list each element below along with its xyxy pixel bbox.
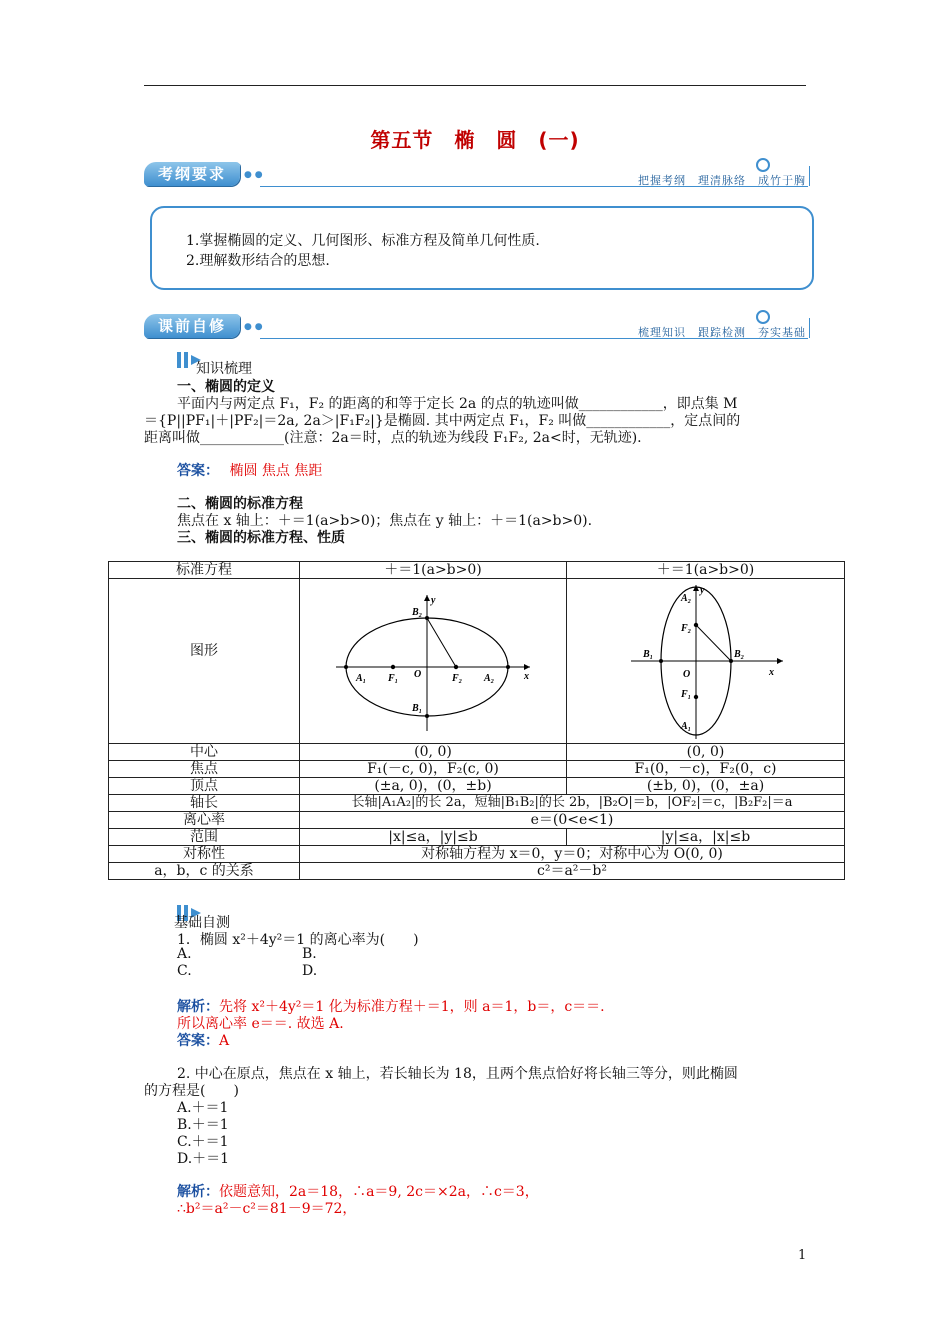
table-cell: ＋＝1(a>b>0): [300, 562, 567, 579]
table-cell: (±b, 0)，(0，±a): [567, 778, 845, 795]
figure-cell: [567, 579, 845, 744]
table-row: [109, 846, 845, 863]
table-row: [109, 579, 845, 744]
page-number: 1: [798, 1248, 807, 1263]
solution-text: 依题意知，2a＝18，∴a＝9, 2c＝×2a，∴c＝3，: [219, 1184, 539, 1200]
table-cell: 顶点: [109, 778, 300, 795]
label-f1: F₁: [388, 673, 399, 684]
dots-icon: ● ●: [244, 322, 263, 332]
label-b1: B₁: [412, 703, 423, 714]
question-text: 1．椭圆 x²＋4y²＝1 的离心率为( ): [177, 932, 419, 948]
answer-line: [177, 1030, 229, 1050]
option: B.: [302, 946, 317, 962]
answer-text: A: [219, 1033, 230, 1049]
table-row: [109, 829, 845, 846]
paragraph-line: ＝{P||PF₁|＋|PF₂|＝2a, 2a＞|F₁F₂|}是椭圆. 其中两定点 F₁，F₂ 叫做____________，定点间的: [144, 413, 741, 429]
answer-text: 椭圆 焦点 焦距: [229, 463, 323, 479]
paragraph-line: 焦点在 x 轴上：＋＝1(a>b>0)；焦点在 y 轴上：＋＝1(a>b>0).: [177, 513, 593, 529]
table-cell: 焦点: [109, 761, 300, 778]
banner-preview: [144, 312, 812, 342]
banner-tab: 考纲要求: [144, 162, 240, 186]
table-row: [109, 778, 845, 795]
question-text: 的方程是( ): [144, 1083, 239, 1099]
table-row: [109, 795, 845, 812]
table-cell: |x|≤a，|y|≤b: [300, 829, 567, 846]
table-row: [109, 761, 845, 778]
banner-tab: 课前自修: [144, 314, 240, 338]
label-a2: A₂: [484, 673, 495, 684]
table-cell: F₁(0，－c)，F₂(0，c): [567, 761, 845, 778]
page-title: 第五节 椭 圆 (一): [370, 128, 580, 152]
table-cell: 范围: [109, 829, 300, 846]
label-f1: F₁: [680, 689, 691, 700]
question-text: 2. 中心在原点，焦点在 x 轴上，若长轴长为 18，且两个焦点恰好将长轴三等分，则此椭圆: [177, 1066, 738, 1082]
dots-icon: ● ●: [244, 170, 263, 180]
table-cell: (±a, 0)，(0，±b): [300, 778, 567, 795]
table-cell: (0, 0): [567, 744, 845, 761]
option: A.: [177, 946, 192, 962]
option: D.: [302, 963, 318, 979]
label-a1: A₁: [680, 721, 691, 732]
table-cell: 轴长: [109, 795, 300, 812]
requirement-item: 1.掌握椭圆的定义、几何图形、标准方程及简单几何性质.: [186, 233, 540, 249]
table-cell: 离心率: [109, 812, 300, 829]
table-row: [109, 812, 845, 829]
table-cell: (0, 0): [300, 744, 567, 761]
section-heading: 知识梳理: [196, 361, 252, 377]
solution-text: 所以离心率 e＝＝. 故选 A.: [177, 1016, 344, 1032]
table-cell: 中心: [109, 744, 300, 761]
paragraph-line: 距离叫做____________(注意：2a＝时，点的轨迹为线段 F₁F₂, 2a<时，无轨迹).: [144, 430, 642, 446]
table-cell: e＝(0<e<1): [300, 812, 845, 829]
label-x: x: [524, 671, 529, 682]
ellipse-horizontal-figure: [302, 581, 564, 741]
solution-label: 解析：: [177, 999, 219, 1015]
table-row: [109, 562, 845, 579]
table-cell: 图形: [109, 579, 300, 744]
label-f2: F₂: [680, 623, 691, 634]
label-b2: B₂: [412, 607, 423, 618]
table-row: [109, 744, 845, 761]
table-cell: c²＝a²－b²: [300, 863, 845, 880]
figure-cell: [300, 579, 567, 744]
subsection-title: 三、椭圆的标准方程、性质: [177, 530, 345, 546]
table-cell: a，b，c 的关系: [109, 863, 300, 880]
ellipse-vertical-figure: [571, 581, 841, 741]
table-cell: F₁(－c, 0)，F₂(c, 0): [300, 761, 567, 778]
answer-label: 答案：: [177, 463, 219, 479]
banner-subtitle: 梳理知识 跟踪检测 夯实基础: [638, 326, 806, 339]
banner-subtitle: 把握考纲 理清脉络 成竹于胸: [638, 174, 806, 187]
table-cell: 长轴|A₁A₂|的长 2a，短轴|B₁B₂|的长 2b，|B₂O|＝b，|OF₂|＝c，|B₂F₂|＝a: [300, 795, 845, 812]
answer-label: 答案：: [177, 1033, 219, 1049]
table-row: [109, 863, 845, 880]
circle-icon: [756, 310, 770, 324]
option: C.: [177, 963, 192, 979]
label-o: O: [414, 669, 422, 680]
label-y: y: [431, 595, 436, 606]
label-f2: F₂: [452, 673, 463, 684]
paragraph-line: 平面内与两定点 F₁，F₂ 的距离的和等于定长 2a 的点的轨迹叫做____________，即点集 M: [177, 396, 738, 412]
label-y: y: [699, 585, 704, 596]
header-rule: [144, 85, 806, 86]
option: B.＋＝1: [177, 1117, 229, 1133]
table-cell: ＋＝1(a>b>0): [567, 562, 845, 579]
table-cell: 标准方程: [109, 562, 300, 579]
label-a1: A₁: [356, 673, 367, 684]
answer-line: [177, 460, 322, 480]
option: C.＋＝1: [177, 1134, 229, 1150]
label-x: x: [768, 667, 774, 678]
section-heading: 基础自测: [174, 915, 230, 931]
subsection-title: 二、椭圆的标准方程: [177, 496, 303, 512]
table-cell: 对称性: [109, 846, 300, 863]
banner-requirements: [144, 160, 812, 190]
option: A.＋＝1: [177, 1100, 229, 1116]
table-cell: |y|≤a，|x|≤b: [567, 829, 845, 846]
subsection-title: 一、椭圆的定义: [177, 379, 275, 395]
solution-text: 先将 x²＋4y²＝1 化为标准方程＋＝1，则 a＝1，b＝，c＝＝.: [219, 999, 605, 1015]
label-b2: B₂: [733, 649, 744, 660]
requirement-item: 2.理解数形结合的思想.: [186, 253, 330, 269]
solution-text: ∴b²＝a²－c²＝81－9＝72，: [177, 1201, 357, 1217]
requirements-box: [150, 206, 814, 290]
solution-label: 解析：: [177, 1184, 219, 1200]
label-a2: A₂: [680, 593, 691, 604]
circle-icon: [756, 158, 770, 172]
properties-table: [108, 561, 845, 880]
label-b1: B₁: [642, 649, 653, 660]
option: D.＋＝1: [177, 1151, 230, 1167]
label-o: O: [682, 669, 690, 680]
table-cell: 对称轴方程为 x＝0，y＝0；对称中心为 O(0, 0): [300, 846, 845, 863]
